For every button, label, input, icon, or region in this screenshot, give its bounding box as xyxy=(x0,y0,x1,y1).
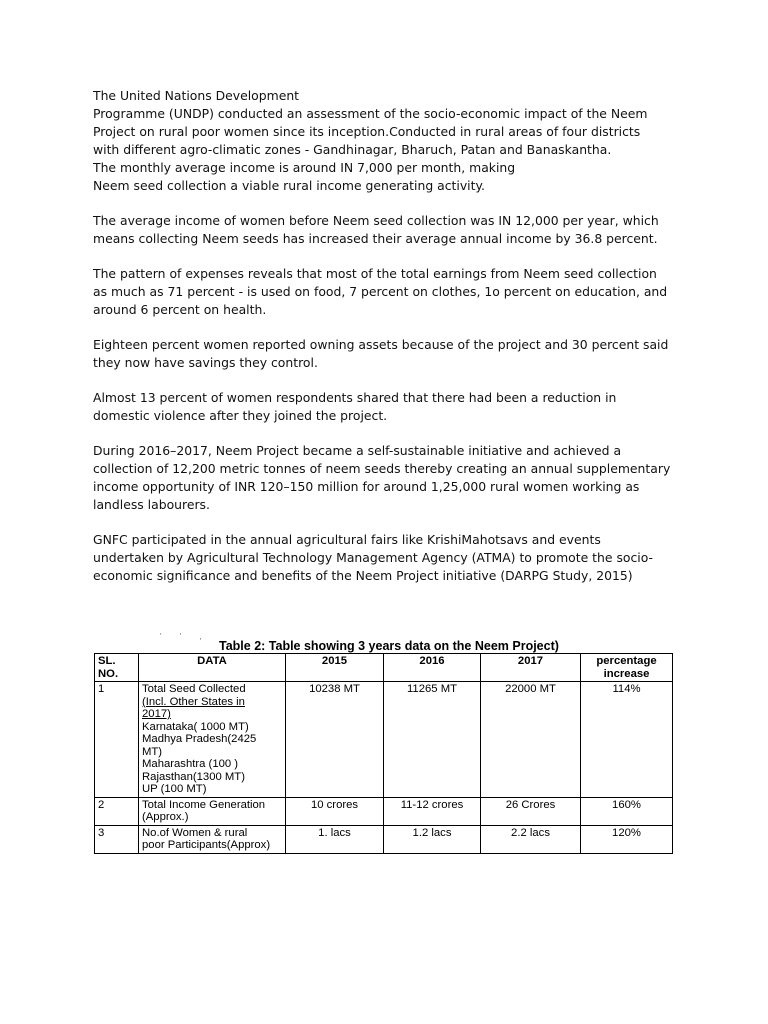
cell-pct: 120% xyxy=(581,825,673,853)
paragraph-assets-savings: Eighteen percent women reported owning assets because of the project and 30 percent said they now have savings they control. xyxy=(93,337,669,370)
cell-data-line: MT) xyxy=(142,745,163,758)
cell-data-line: Total Income Generation xyxy=(142,798,266,811)
cell-y2017: 26 Crores xyxy=(481,797,581,825)
header-percentage-increase: percentage increase xyxy=(581,654,673,682)
body-text xyxy=(93,87,683,602)
cell-pct: 114% xyxy=(581,682,673,798)
paragraph-average-income: The average income of women before Neem seed collection was IN 12,000 per year, which means collecting Neem seeds has increased their average annual income by 36.8 percent. xyxy=(93,213,659,246)
cell-data-line: (Incl. Other States in xyxy=(142,695,245,708)
paragraph-self-sustainable: During 2016–2017, Neem Project became a self-sustainable initiative and achieved a collection of 12,200 metric tonnes of neem seeds thereby creating an annual supplementary income opportunity of INR 120–150 million for around 1,25,000 rural women working as landless labourers. xyxy=(93,443,671,512)
header-2015: 2015 xyxy=(286,654,384,682)
cell-data-line: Total Seed Collected xyxy=(142,683,246,695)
cell-y2016: 1.2 lacs xyxy=(384,825,481,853)
table-row xyxy=(95,825,673,853)
header-data: DATA xyxy=(139,654,286,682)
paragraph-expenses: The pattern of expenses reveals that most of the total earnings from Neem seed collection as much as 71 percent - is used on food, 7 percent on clothes, 1o percent on education, and around 6 percent on health. xyxy=(93,266,668,317)
cell-y2017: 2.2 lacs xyxy=(481,825,581,853)
cell-data-line: UP (100 MT) xyxy=(142,783,207,795)
header-2016: 2016 xyxy=(384,654,481,682)
cell-y2017: 22000 MT xyxy=(481,682,581,798)
paragraph-domestic-violence: Almost 13 percent of women respondents shared that there had been a reduction in domestic violence after they joined the project. xyxy=(93,390,617,423)
cell-data-line: (Approx.) xyxy=(142,811,189,823)
table-header-row xyxy=(95,654,673,682)
cell-y2015: 10238 MT xyxy=(286,682,384,798)
cell-sl-no: 2 xyxy=(95,797,139,825)
scan-artifact-marks: ' ' , xyxy=(160,632,210,641)
cell-data-line: Karnataka( 1000 MT) xyxy=(142,720,249,733)
neem-project-table xyxy=(94,653,673,854)
cell-data xyxy=(139,825,286,853)
header-sl-no: SL. NO. xyxy=(95,654,139,682)
cell-data-line: No.of Women & rural xyxy=(142,826,248,839)
paragraph-undp-assessment: The United Nations Development Programme (UNDP) conducted an assessment of the socio-economic impact of the Neem Project on rural poor women since its inception.Conducted in rural areas of four districts with different agro-climatic zones - Gandhinagar, Bharuch, Patan and Banaskantha. The monthly average income is around IN 7,000 per month, making Neem seed collection a viable rural income generating activity. xyxy=(93,88,648,193)
header-2017: 2017 xyxy=(481,654,581,682)
cell-y2016: 11-12 crores xyxy=(384,797,481,825)
cell-y2015: 1. lacs xyxy=(286,825,384,853)
cell-data-line: 2017) xyxy=(142,708,171,720)
cell-pct: 160% xyxy=(581,797,673,825)
cell-sl-no: 3 xyxy=(95,825,139,853)
cell-data-line: Rajasthan(1300 MT) xyxy=(142,770,245,783)
cell-data xyxy=(139,682,286,798)
cell-y2015: 10 crores xyxy=(286,797,384,825)
cell-y2016: 11265 MT xyxy=(384,682,481,798)
table-row xyxy=(95,682,673,798)
paragraph-gnfc-fairs: GNFC participated in the annual agricultural fairs like KrishiMahotsavs and events undertaken by Agricultural Technology Management Agency (ATMA) to promote the socio- economic significance and benefits of the Neem Project initiative (DARPG Study, 2015) xyxy=(93,532,654,583)
cell-data xyxy=(139,797,286,825)
cell-data-line: Maharashtra (100 ) xyxy=(142,758,239,770)
table-row xyxy=(95,797,673,825)
cell-sl-no: 1 xyxy=(95,682,139,798)
table-title: Table 2: Table showing 3 years data on the Neem Project) xyxy=(219,639,559,653)
cell-data-line: poor Participants(Approx) xyxy=(142,839,271,851)
cell-data-line: Madhya Pradesh(2425 xyxy=(142,733,257,745)
